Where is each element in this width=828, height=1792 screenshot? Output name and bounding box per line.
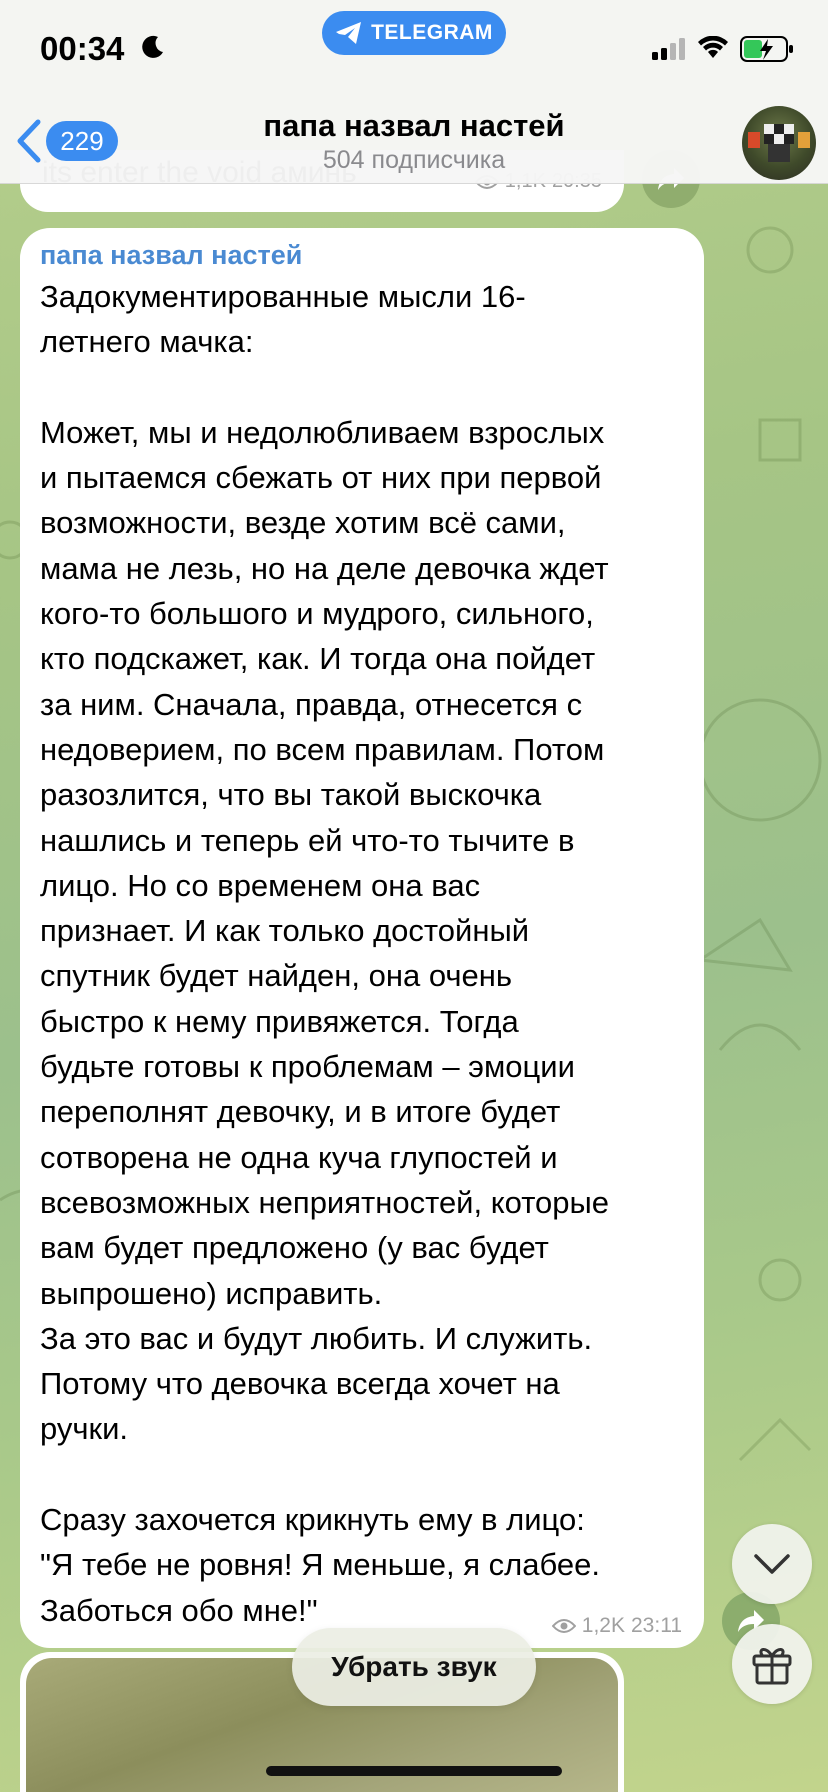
top-bar xyxy=(0,0,828,184)
gift-icon xyxy=(750,1642,794,1686)
telegram-pill-label: TELEGRAM xyxy=(371,21,493,44)
channel-avatar[interactable] xyxy=(742,106,816,180)
moon-icon xyxy=(140,34,166,60)
message-text: Задокументированные мысли 16- летнего мачка: Может, мы и недолюбливаем взрослых и пытаемся сбежать от них при первой возможности, везде хотим всё сами, мама не лезь, но на деле девочка ждет кого-то большого и мудрого, сильного, кто подскажет, как. И тогда она пойдет за ним. Сначала, правда, отнесется с недоверием, по всем правилам. Потом разозлится, что вы такой выскочка нашлись и теперь ей что-то тычите в лицо. Но со временем она вас признает. И как только достойный спутник будет найден, она очень быстро к нему привяжется. Тогда будьте готовы к проблемам – эмоции переполнят девочку, и в итоге будет сотворена не одна куча глупостей и всевозможных неприятностей, которые вам будет предложено (у вас будет выпрошено) исправить. За это вас и будут любить. И служить. Потому что девочка всегда хочет на ручки. Сразу захочется крикнуть ему в лицо: "Я тебе не ровня! Я меньше, я слабее. Заботься обо мне!" xyxy=(40,279,610,1628)
message-bubble[interactable] xyxy=(20,228,704,1648)
chevron-down-icon xyxy=(752,1552,792,1576)
scroll-down-button[interactable] xyxy=(732,1524,812,1604)
home-indicator[interactable] xyxy=(266,1766,562,1776)
telegram-pill[interactable] xyxy=(322,11,506,55)
back-unread-badge[interactable]: 229 xyxy=(46,121,118,161)
status-time: 00:34 xyxy=(40,30,125,67)
chat-subtitle: 504 подписчика xyxy=(322,146,506,174)
avatar-image xyxy=(742,106,816,180)
wifi-icon xyxy=(697,36,729,60)
message-time: 23:11 xyxy=(631,1614,682,1637)
eye-icon xyxy=(552,1618,576,1634)
signal-icon xyxy=(652,38,688,60)
battery-charging-icon xyxy=(740,36,794,62)
message-meta xyxy=(552,1614,682,1638)
message-sender[interactable]: папа назвал настей xyxy=(40,240,303,270)
message-views: 1,2K xyxy=(581,1614,625,1637)
gift-button[interactable] xyxy=(732,1624,812,1704)
chat-title[interactable]: папа назвал настей xyxy=(263,108,565,143)
mute-sound-button[interactable]: Убрать звук xyxy=(292,1628,536,1706)
telegram-plane-icon xyxy=(335,21,363,45)
